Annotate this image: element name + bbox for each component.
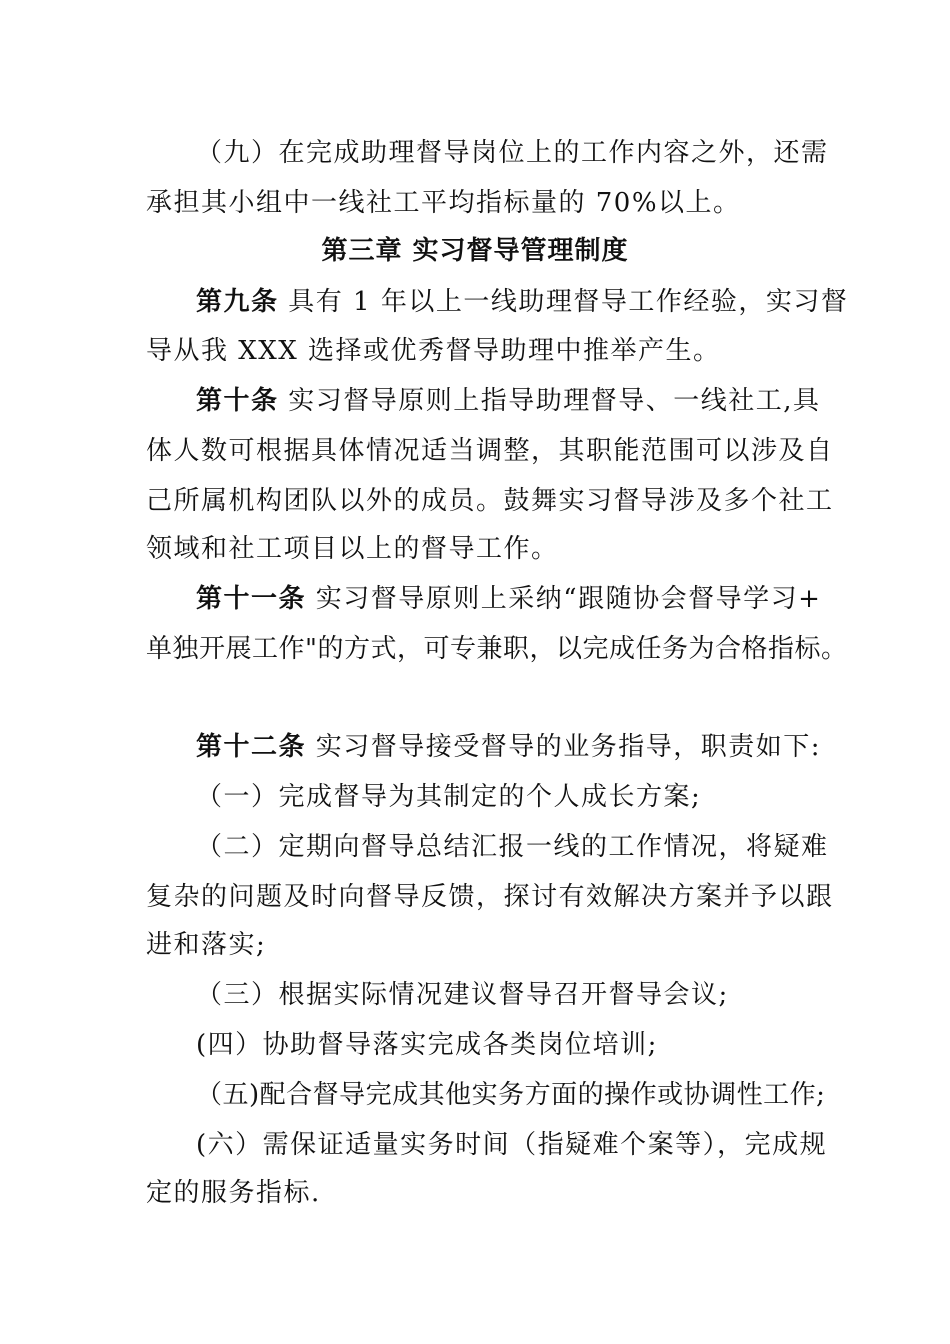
article-12-item-1: （一）完成督导为其制定的个人成长方案; — [196, 782, 702, 812]
article-12-item-2-line-2: 复杂的问题及时向督导反馈，探讨有效解决方案并予以跟 — [146, 882, 834, 912]
article-12-label: 第十二条 — [196, 732, 307, 762]
article-12-item-3: （三）根据实际情况建议督导召开督导会议; — [196, 980, 729, 1010]
article-12-line-1 — [196, 730, 821, 764]
article-12-text-1: 实习督导接受督导的业务指导，职责如下: — [315, 732, 822, 762]
article-10-text-1: 实习督导原则上指导助理督导、一线社工,具 — [288, 386, 821, 416]
article-9-line-2: 导从我 XXX 选择或优秀督导助理中推举产生。 — [146, 336, 721, 366]
article-10-line-1 — [196, 384, 821, 418]
article-9-label: 第九条 — [196, 287, 279, 317]
article-12-item-4: (四）协助督导落实完成各类岗位培训; — [196, 1030, 658, 1060]
chapter-title: 第三章 实习督导管理制度 — [321, 236, 629, 266]
article-10-label: 第十条 — [196, 386, 279, 416]
article-9-line-1 — [196, 285, 848, 319]
article-11-label: 第十一条 — [196, 584, 307, 614]
article-12-item-5: （五)配合督导完成其他实务方面的操作或协调性工作; — [196, 1080, 826, 1110]
article-12-item-6-line-2: 定的服务指标. — [146, 1178, 321, 1208]
article-11-text-1: 实习督导原则上采纳“跟随协会督导学习+ — [315, 584, 822, 614]
article-9-text-1: 具有 1 年以上一线助理督导工作经验，实习督 — [288, 287, 849, 317]
article-11-line-1 — [196, 582, 821, 616]
item-9-line-1: （九）在完成助理督导岗位上的工作内容之外，还需 — [196, 138, 829, 168]
article-11-line-2: 单独开展工作"的方式，可专兼职，以完成任务为合格指标。 — [146, 634, 848, 664]
item-9-line-2: 承担其小组中一线社工平均指标量的 70%以上。 — [146, 188, 741, 218]
article-12-item-2-line-3: 进和落实; — [146, 930, 267, 960]
article-12-item-6-line-1: (六）需保证适量实务时间（指疑难个案等），完成规 — [196, 1130, 828, 1160]
article-10-line-3: 己所属机构团队以外的成员。鼓舞实习督导涉及多个社工 — [146, 486, 834, 516]
article-10-line-4: 领域和社工项目以上的督导工作。 — [146, 534, 559, 564]
article-12-item-2-line-1: （二）定期向督导总结汇报一线的工作情况，将疑难 — [196, 832, 829, 862]
article-10-line-2: 体人数可根据具体情况适当调整，其职能范围可以涉及自 — [146, 436, 834, 466]
